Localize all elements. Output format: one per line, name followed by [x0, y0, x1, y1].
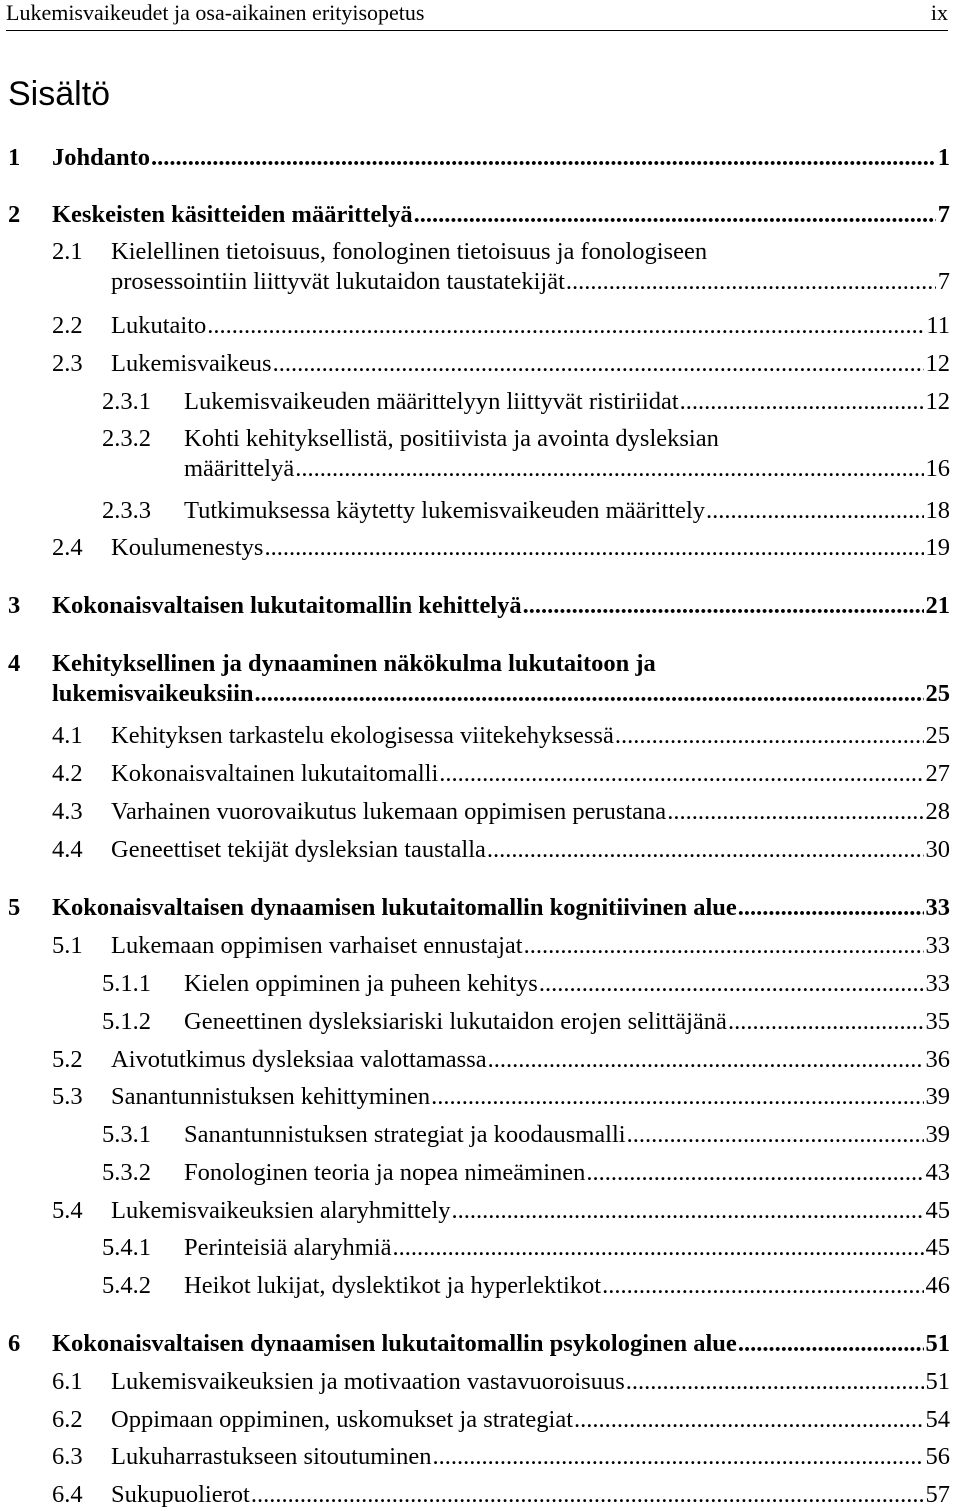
- toc-leader-dots: [487, 835, 924, 865]
- toc-entry-number: 4.4: [52, 836, 83, 863]
- toc-entry-title: Aivotutkimus dysleksiaa valottamassa: [111, 1046, 487, 1073]
- toc-entry-number: 4: [8, 650, 21, 677]
- toc-entry-title: Perinteisiä alaryhmiä: [184, 1234, 392, 1261]
- toc-entry-page: 12: [925, 388, 950, 415]
- toc-entry-number: 2.3.2: [102, 425, 151, 452]
- toc-entry-title: Kehityksen tarkastelu ekologisessa viitekehyksessä: [111, 722, 614, 749]
- toc-entry[interactable]: [102, 1007, 950, 1037]
- toc-leader-dots: [393, 1233, 924, 1263]
- toc-entry[interactable]: [102, 969, 950, 999]
- toc-entry-page: 39: [925, 1083, 950, 1110]
- toc-entry-page: 54: [925, 1406, 950, 1433]
- toc-entry-number: 6: [8, 1330, 21, 1357]
- toc-leader-dots: [706, 496, 924, 526]
- toc-entry-title: Tutkimuksessa käytetty lukemisvaikeuden määrittely: [184, 497, 705, 524]
- toc-leader-dots: [566, 267, 936, 297]
- toc-entry-title: Lukemisvaikeuksien ja motivaation vastavuoroisuus: [111, 1368, 625, 1395]
- toc-entry-title: Heikot lukijat, dyslektikot ja hyperlektikot: [184, 1272, 602, 1299]
- toc-entry-title: Kohti kehityksellistä, positiivista ja avointa dysleksian: [184, 425, 719, 452]
- toc-entry[interactable]: [52, 1045, 950, 1075]
- toc-entry-title: Sukupuolierot: [111, 1481, 250, 1508]
- toc-entry-number: 1: [8, 144, 21, 171]
- toc-leader-dots: [151, 143, 936, 173]
- toc-entry[interactable]: [102, 387, 950, 417]
- toc-leader-dots: [539, 969, 924, 999]
- toc-entry-page: 45: [925, 1234, 950, 1261]
- toc-entry-title: Geneettiset tekijät dysleksian taustalla: [111, 836, 486, 863]
- toc-entry-number: 6.4: [52, 1481, 83, 1508]
- toc-leader-dots: [251, 1480, 924, 1510]
- toc-entry-title: Varhainen vuorovaikutus lukemaan oppimisen perustana: [111, 798, 667, 825]
- toc-entry-number: 6.3: [52, 1443, 83, 1470]
- toc-entry[interactable]: [8, 1329, 950, 1359]
- toc-entry-title: Lukemisvaikeuden määrittelyyn liittyvät ristiriidat: [184, 388, 679, 415]
- toc-entry-number: 2.3: [52, 350, 83, 377]
- toc-entry[interactable]: [52, 1442, 950, 1472]
- toc-leader-dots: [738, 1329, 924, 1359]
- toc-leader-dots: [738, 893, 924, 923]
- toc-entry[interactable]: [52, 759, 950, 789]
- toc-entry-number: 2.3.3: [102, 497, 151, 524]
- toc-entry-page: 7: [937, 268, 950, 295]
- toc-leader-dots: [627, 1120, 924, 1150]
- toc-entry-number: 4.2: [52, 760, 83, 787]
- toc-entry[interactable]: [8, 143, 950, 173]
- toc-entry-page: 28: [925, 798, 950, 825]
- toc-entry[interactable]: [52, 311, 950, 341]
- toc-entry-title: Kokonaisvaltaisen lukutaitomallin kehittelyä: [52, 592, 522, 619]
- toc-entry-page: 18: [925, 497, 950, 524]
- toc-entry-number: 4.3: [52, 798, 83, 825]
- toc-entry-title: Lukemisvaikeus: [111, 350, 272, 377]
- toc-entry-number: 5.3.2: [102, 1159, 151, 1186]
- toc-entry-number: 5.1.2: [102, 1008, 151, 1035]
- toc-entry-title: Kokonaisvaltainen lukutaitomalli: [111, 760, 439, 787]
- toc-leader-dots: [524, 931, 924, 961]
- toc-entry[interactable]: [102, 496, 950, 526]
- toc-entry-page: 7: [937, 201, 950, 228]
- toc-entry[interactable]: [52, 237, 950, 297]
- toc-entry[interactable]: [8, 893, 950, 923]
- toc-entry-number: 2.2: [52, 312, 83, 339]
- toc-heading: Sisältö: [8, 75, 111, 113]
- toc-entry-page: 45: [925, 1197, 950, 1224]
- toc-leader-dots: [273, 349, 924, 379]
- header-page-number: ix: [930, 0, 948, 25]
- toc-entry-page: 35: [925, 1008, 950, 1035]
- toc-leader-dots: [452, 1196, 924, 1226]
- toc-entry-number: 5.4.1: [102, 1234, 151, 1261]
- toc-entry-page: 43: [925, 1159, 950, 1186]
- toc-entry-number: 5.2: [52, 1046, 83, 1073]
- toc-leader-dots: [431, 1082, 923, 1112]
- toc-entry[interactable]: [102, 1271, 950, 1301]
- toc-entry-title-continued: lukemisvaikeuksiin: [52, 680, 254, 707]
- toc-entry-title: Lukuharrastukseen sitoutuminen: [111, 1443, 432, 1470]
- toc-entry-title-continued: määrittelyä: [184, 455, 295, 482]
- toc-entry-title: Oppimaan oppiminen, uskomukset ja strategiat: [111, 1406, 574, 1433]
- toc-leader-dots: [414, 200, 936, 230]
- toc-leader-dots: [680, 387, 924, 417]
- toc-leader-dots: [255, 679, 924, 709]
- toc-entry-title: Kehityksellinen ja dynaaminen näkökulma lukutaitoon ja: [52, 650, 656, 677]
- toc-entry[interactable]: [52, 1480, 950, 1510]
- toc-entry-number: 6.2: [52, 1406, 83, 1433]
- toc-entry-page: 19: [925, 534, 950, 561]
- toc-entry[interactable]: [52, 533, 950, 563]
- toc-entry-number: 5: [8, 894, 21, 921]
- toc-entry-page: 1: [937, 144, 950, 171]
- toc-entry-page: 33: [925, 970, 950, 997]
- toc-entry-page: 33: [925, 894, 950, 921]
- toc-leader-dots: [264, 533, 923, 563]
- toc-entry-page: 25: [925, 680, 950, 707]
- toc-entry-number: 5.1: [52, 932, 83, 959]
- toc-entry[interactable]: [52, 835, 950, 865]
- toc-entry-number: 2.4: [52, 534, 83, 561]
- toc-leader-dots: [207, 311, 924, 341]
- toc-entry-page: 46: [925, 1272, 950, 1299]
- toc-entry-page: 36: [925, 1046, 950, 1073]
- toc-entry-title: Lukemaan oppimisen varhaiset ennustajat: [111, 932, 523, 959]
- toc-entry-title: Kielen oppiminen ja puheen kehitys: [184, 970, 538, 997]
- toc-leader-dots: [432, 1442, 923, 1472]
- toc-entry-page: 51: [925, 1330, 950, 1357]
- toc-entry-title: Keskeisten käsitteiden määrittelyä: [52, 201, 413, 228]
- toc-entry-number: 5.4: [52, 1197, 83, 1224]
- toc-entry-page: 11: [926, 312, 950, 339]
- running-title: Lukemisvaikeudet ja osa-aikainen erityisopetus: [6, 0, 425, 25]
- toc-leader-dots: [728, 1007, 924, 1037]
- toc-entry-number: 2.3.1: [102, 388, 151, 415]
- toc-entry-title: Johdanto: [52, 144, 151, 171]
- toc-entry-title: Sanantunnistuksen kehittyminen: [111, 1083, 431, 1110]
- toc-entry-title: Lukemisvaikeuksien alaryhmittely: [111, 1197, 451, 1224]
- toc-entry-page: 56: [925, 1443, 950, 1470]
- toc-entry-page: 27: [925, 760, 950, 787]
- toc-entry-title: Sanantunnistuksen strategiat ja koodausmalli: [184, 1121, 626, 1148]
- toc-entry-page: 25: [925, 722, 950, 749]
- toc-entry-title: Fonologinen teoria ja nopea nimeäminen: [184, 1159, 586, 1186]
- toc-entry-title: Kokonaisvaltaisen dynaamisen lukutaitomallin psykologinen alue: [52, 1330, 737, 1357]
- toc-entry-number: 5.3.1: [102, 1121, 151, 1148]
- toc-entry-number: 2: [8, 201, 21, 228]
- toc-entry-page: 51: [925, 1368, 950, 1395]
- toc-entry-page: 33: [925, 932, 950, 959]
- toc-leader-dots: [295, 454, 923, 484]
- toc-entry-number: 2.1: [52, 238, 83, 265]
- toc-entry-page: 39: [925, 1121, 950, 1148]
- toc-entry-number: 6.1: [52, 1368, 83, 1395]
- toc-leader-dots: [615, 721, 924, 751]
- toc-leader-dots: [439, 759, 923, 789]
- toc-entry-number: 4.1: [52, 722, 83, 749]
- toc-entry[interactable]: [52, 349, 950, 379]
- toc-entry[interactable]: [8, 591, 950, 621]
- toc-entry-title: Geneettinen dysleksiariski lukutaidon erojen selittäjänä: [184, 1008, 727, 1035]
- toc-entry-page: 12: [925, 350, 950, 377]
- toc-entry-number: 5.3: [52, 1083, 83, 1110]
- toc-entry[interactable]: [52, 1367, 950, 1397]
- toc-entry-page: 21: [925, 592, 950, 619]
- toc-leader-dots: [626, 1367, 924, 1397]
- toc-entry[interactable]: [52, 1082, 950, 1112]
- toc-entry[interactable]: [102, 1120, 950, 1150]
- toc-leader-dots: [586, 1158, 923, 1188]
- toc-leader-dots: [602, 1271, 923, 1301]
- toc-entry[interactable]: [52, 797, 950, 827]
- toc-leader-dots: [523, 591, 924, 621]
- toc-entry[interactable]: [8, 200, 950, 230]
- toc-entry[interactable]: [52, 1405, 950, 1435]
- toc-entry-number: 3: [8, 592, 21, 619]
- toc-entry[interactable]: [102, 424, 950, 484]
- toc-entry-page: 30: [925, 836, 950, 863]
- toc-entry-title: Kokonaisvaltaisen dynaamisen lukutaitomallin kognitiivinen alue: [52, 894, 737, 921]
- toc-entry-page: 57: [925, 1481, 950, 1508]
- toc-entry-title: Kielellinen tietoisuus, fonologinen tietoisuus ja fonologiseen: [111, 238, 708, 265]
- toc-entry-number: 5.1.1: [102, 970, 151, 997]
- toc-entry[interactable]: [102, 1158, 950, 1188]
- toc-entry[interactable]: [52, 721, 950, 751]
- toc-entry-title: Lukutaito: [111, 312, 207, 339]
- toc-leader-dots: [574, 1405, 923, 1435]
- toc-entry-title-continued: prosessointiin liittyvät lukutaidon taustatekijät: [111, 268, 565, 295]
- toc-entry[interactable]: [102, 1233, 950, 1263]
- toc-entry-page: 16: [925, 455, 950, 482]
- toc-entry-number: 5.4.2: [102, 1272, 151, 1299]
- toc-leader-dots: [488, 1045, 924, 1075]
- toc-entry-title: Koulumenestys: [111, 534, 264, 561]
- toc-entry[interactable]: [52, 931, 950, 961]
- toc-leader-dots: [667, 797, 923, 827]
- toc-entry[interactable]: [8, 649, 950, 709]
- toc-entry[interactable]: [52, 1196, 950, 1226]
